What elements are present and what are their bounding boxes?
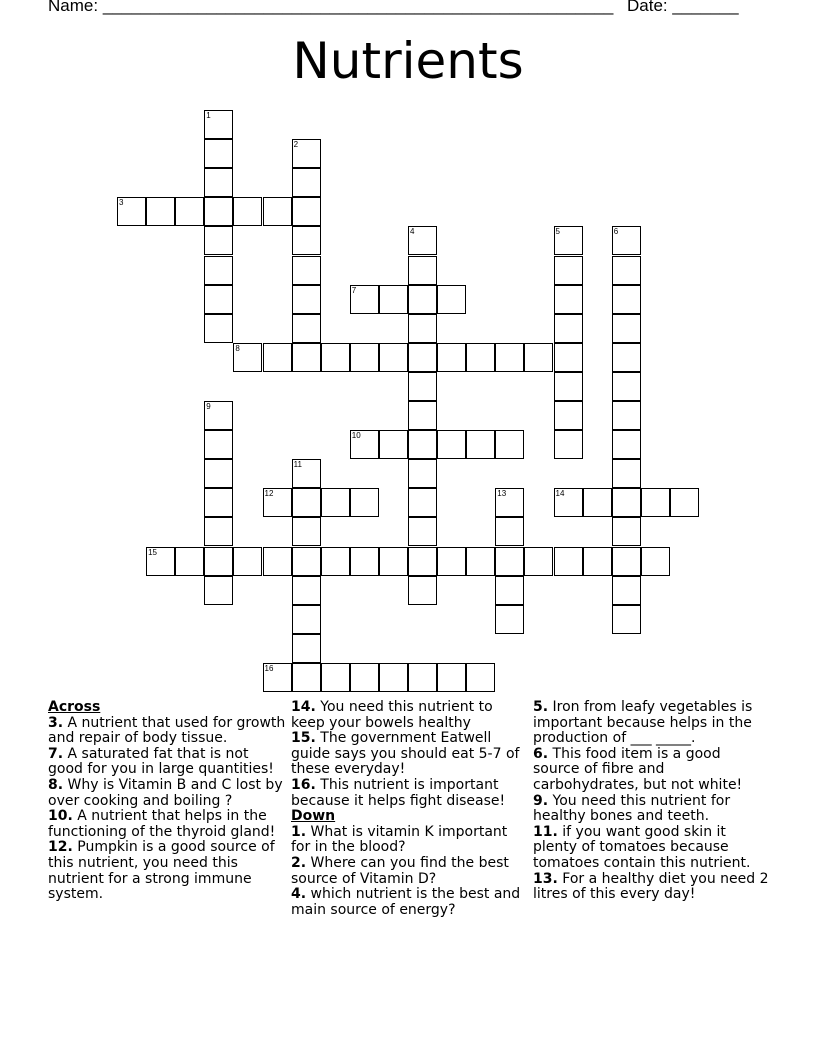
clue-number: 10 [351, 431, 361, 441]
clues-column-3 [533, 700, 771, 903]
grid-cell[interactable] [466, 663, 495, 692]
grid-cell[interactable] [321, 547, 350, 576]
clue-number: 6 [613, 227, 619, 237]
clue-down-11: 11. if you want good skin it plenty of tomatoes because tomatoes contain this nutrient. [533, 823, 751, 871]
grid-cell[interactable] [233, 343, 262, 372]
clue-across-3: 3. A nutrient that used for growth and repair of body tissue. [48, 714, 286, 747]
date-line: _______ [672, 0, 739, 15]
grid-cell[interactable] [554, 314, 583, 343]
grid-cell[interactable] [524, 343, 553, 372]
clue-down-4: 4. which nutrient is the best and main source of energy? [291, 886, 521, 918]
grid-cell[interactable] [612, 488, 641, 517]
grid-cell[interactable] [612, 285, 641, 314]
grid-cell[interactable] [612, 372, 641, 401]
name-label: Name: [48, 0, 99, 15]
grid-cell[interactable] [437, 343, 466, 372]
grid-cell[interactable] [292, 663, 321, 692]
grid-cell[interactable] [292, 139, 321, 168]
clue-across-7: 7. A saturated fat that is not good for you in large quantities! [48, 745, 274, 778]
grid-cell[interactable] [408, 488, 437, 517]
grid-cell[interactable] [670, 488, 699, 517]
grid-cell[interactable] [233, 547, 262, 576]
down-heading: Down [291, 808, 336, 825]
across-heading: Across [48, 699, 101, 715]
grid-cell[interactable] [175, 547, 204, 576]
grid-cell[interactable] [292, 343, 321, 372]
grid-cell[interactable] [408, 256, 437, 285]
grid-cell[interactable] [554, 256, 583, 285]
grid-cell[interactable] [495, 547, 524, 576]
grid-cell[interactable] [554, 488, 583, 517]
grid-cell[interactable] [350, 547, 379, 576]
grid-cell[interactable] [204, 110, 233, 139]
grid-cell[interactable] [641, 547, 670, 576]
clue-across-14: 14. You need this nutrient to keep your bowels healthy [291, 699, 493, 731]
grid-cell[interactable] [495, 576, 524, 605]
grid-cell[interactable] [466, 430, 495, 459]
name-line: ______________________________________________________ [102, 0, 614, 15]
grid-cell[interactable] [612, 430, 641, 459]
clue-down-1: 1. What is vitamin K important for in the blood? [291, 823, 508, 856]
grid-cell[interactable] [437, 547, 466, 576]
grid-cell[interactable] [408, 343, 437, 372]
grid-cell[interactable] [612, 226, 641, 255]
date-label: Date: [627, 0, 668, 15]
grid-cell[interactable] [408, 226, 437, 255]
grid-cell[interactable] [408, 459, 437, 488]
grid-cell[interactable] [554, 430, 583, 459]
clue-down-9: 9. You need this nutrient for healthy bones and teeth. [533, 792, 731, 825]
grid-cell[interactable] [495, 343, 524, 372]
grid-cell[interactable] [495, 605, 524, 634]
grid-cell[interactable] [204, 459, 233, 488]
grid-cell[interactable] [612, 343, 641, 372]
grid-cell[interactable] [204, 488, 233, 517]
clue-number: 14 [555, 489, 565, 499]
clue-number: 2 [293, 140, 299, 150]
grid-cell[interactable] [437, 285, 466, 314]
grid-cell[interactable] [292, 226, 321, 255]
grid-cell[interactable] [175, 197, 204, 226]
grid-cell[interactable] [612, 605, 641, 634]
grid-cell[interactable] [524, 547, 553, 576]
clue-down-5: 5. Iron from leafy vegetables is important because helps in the production of ___ _____. [533, 699, 753, 747]
grid-cell[interactable] [321, 488, 350, 517]
grid-cell[interactable] [146, 547, 175, 576]
grid-cell[interactable] [554, 226, 583, 255]
grid-cell[interactable] [204, 430, 233, 459]
grid-cell[interactable] [408, 314, 437, 343]
clue-across-15: 15. The government Eatwell guide says you should eat 5-7 of these everyday! [291, 730, 520, 778]
clue-across-8: 8. Why is Vitamin B and C lost by over cooking and boiling ? [48, 776, 283, 809]
grid-cell[interactable] [466, 343, 495, 372]
grid-cell[interactable] [117, 197, 146, 226]
clue-down-6: 6. This food item is a good source of fibre and carbohydrates, but not white! [533, 745, 743, 793]
grid-cell[interactable] [379, 663, 408, 692]
grid-cell[interactable] [408, 547, 437, 576]
grid-cell[interactable] [612, 547, 641, 576]
grid-cell[interactable] [233, 197, 262, 226]
grid-cell[interactable] [204, 256, 233, 285]
grid-cell[interactable] [204, 226, 233, 255]
grid-cell[interactable] [321, 663, 350, 692]
clue-across-16: 16. This nutrient is important because it helps fight disease! [291, 776, 506, 809]
grid-cell[interactable] [204, 168, 233, 197]
grid-cell[interactable] [408, 517, 437, 546]
clue-number: 12 [264, 489, 274, 499]
grid-cell[interactable] [554, 343, 583, 372]
grid-cell[interactable] [612, 256, 641, 285]
grid-cell[interactable] [292, 314, 321, 343]
grid-cell[interactable] [612, 401, 641, 430]
grid-cell[interactable] [583, 547, 612, 576]
grid-cell[interactable] [495, 488, 524, 517]
clue-down-2: 2. Where can you find the best source of Vitamin D? [291, 854, 509, 887]
clue-number: 7 [351, 285, 357, 295]
grid-cell[interactable] [204, 197, 233, 226]
grid-cell[interactable] [292, 605, 321, 634]
grid-cell[interactable] [204, 139, 233, 168]
grid-cell[interactable] [554, 547, 583, 576]
grid-cell[interactable] [350, 430, 379, 459]
grid-cell[interactable] [292, 576, 321, 605]
grid-cell[interactable] [204, 401, 233, 430]
grid-cell[interactable] [408, 372, 437, 401]
grid-cell[interactable] [263, 197, 292, 226]
clue-number: 1 [206, 111, 211, 120]
grid-cell[interactable] [437, 663, 466, 692]
grid-cell[interactable] [554, 285, 583, 314]
grid-cell[interactable] [350, 488, 379, 517]
page-title: Nutrients [292, 32, 524, 90]
grid-cell[interactable] [350, 663, 379, 692]
grid-cell[interactable] [350, 285, 379, 314]
grid-cell[interactable] [612, 517, 641, 546]
grid-cell[interactable] [554, 401, 583, 430]
grid-cell[interactable] [292, 168, 321, 197]
clue-number: 9 [206, 402, 211, 411]
grid-cell[interactable] [379, 285, 408, 314]
clue-down-13: 13. For a healthy diet you need 2 litres of this every day! [533, 870, 769, 903]
grid-cell[interactable] [204, 547, 233, 576]
clues-column-1 [48, 700, 286, 903]
grid-cell[interactable] [437, 430, 466, 459]
clue-number: 13 [497, 489, 507, 499]
grid-cell[interactable] [292, 488, 321, 517]
grid-cell[interactable] [554, 372, 583, 401]
grid-cell[interactable] [321, 343, 350, 372]
grid-cell[interactable] [204, 285, 233, 314]
grid-cell[interactable] [292, 197, 321, 226]
clue-number: 16 [264, 663, 274, 673]
grid-cell[interactable] [466, 547, 495, 576]
clue-across-12: 12. Pumpkin is a good source of this nutrient, you need this nutrient for a strong immune system. [48, 839, 275, 903]
grid-cell[interactable] [408, 401, 437, 430]
grid-cell[interactable] [612, 459, 641, 488]
clue-number: 5 [555, 227, 560, 237]
grid-cell[interactable] [495, 430, 524, 459]
grid-cell[interactable] [408, 430, 437, 459]
grid-cell[interactable] [292, 256, 321, 285]
grid-cell[interactable] [204, 517, 233, 546]
grid-cell[interactable] [292, 517, 321, 546]
grid-cell[interactable] [379, 547, 408, 576]
grid-cell[interactable] [292, 547, 321, 576]
grid-cell[interactable] [641, 488, 670, 517]
clue-number: 11 [293, 460, 302, 470]
grid-cell[interactable] [204, 314, 233, 343]
grid-cell[interactable] [612, 576, 641, 605]
clue-number: 15 [148, 547, 157, 557]
grid-cell[interactable] [408, 576, 437, 605]
grid-cell[interactable] [612, 314, 641, 343]
grid-cell[interactable] [263, 488, 292, 517]
clues-column-2 [291, 700, 529, 918]
grid-cell[interactable] [408, 285, 437, 314]
clue-across-10: 10. A nutrient that helps in the functioning of the thyroid gland! [48, 808, 276, 840]
grid-cell[interactable] [292, 285, 321, 314]
clue-number: 8 [235, 343, 240, 353]
grid-cell[interactable] [292, 634, 321, 663]
clue-number: 3 [119, 198, 124, 208]
grid-cell[interactable] [292, 459, 321, 488]
grid-cell[interactable] [408, 663, 437, 692]
grid-cell[interactable] [263, 663, 292, 692]
clue-number: 4 [410, 227, 415, 237]
grid-cell[interactable] [263, 343, 292, 372]
grid-cell[interactable] [583, 488, 612, 517]
grid-cell[interactable] [350, 343, 379, 372]
grid-cell[interactable] [379, 343, 408, 372]
grid-cell[interactable] [146, 197, 175, 226]
grid-cell[interactable] [263, 547, 292, 576]
grid-cell[interactable] [204, 576, 233, 605]
grid-cell[interactable] [495, 517, 524, 546]
grid-cell[interactable] [379, 430, 408, 459]
